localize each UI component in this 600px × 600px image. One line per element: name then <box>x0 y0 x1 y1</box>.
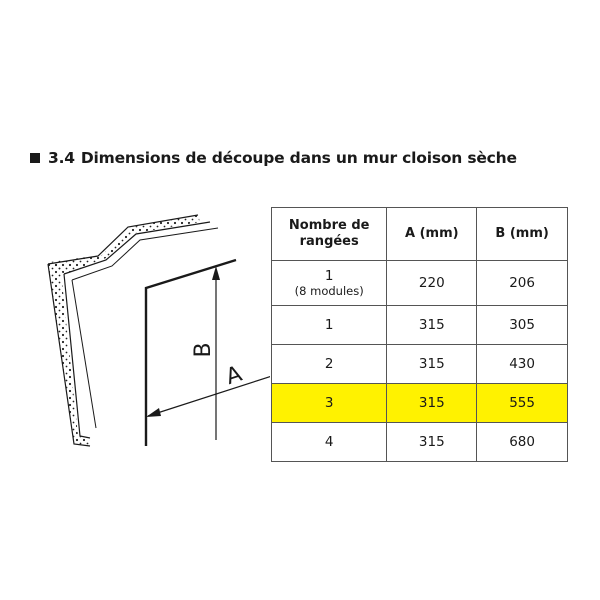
cell-b-value: 430 <box>477 345 568 384</box>
cell-rows-count: 4 <box>272 423 387 462</box>
section-title: Dimensions de découpe dans un mur cloison sèche <box>80 149 517 167</box>
cell-a-value: 315 <box>387 306 477 345</box>
table-row <box>272 261 568 306</box>
cell-a-value: 220 <box>387 261 477 306</box>
header-rows-count: Nombre de rangées <box>272 208 387 261</box>
cell-a-value: 315 <box>387 423 477 462</box>
cell-b-value: 555 <box>477 384 568 423</box>
rows-count-note: (8 modules) <box>294 284 364 298</box>
table-row <box>272 423 568 462</box>
dimension-a-line <box>148 376 270 416</box>
header-b-mm: B (mm) <box>477 208 568 261</box>
wall-cutout-diagram <box>40 200 270 460</box>
dimensions-table <box>271 207 568 462</box>
bullet-square-icon <box>30 153 40 163</box>
table-row <box>272 306 568 345</box>
dimension-b-label: B <box>191 342 216 358</box>
cell-rows-count: 2 <box>272 345 387 384</box>
wall-edge-back <box>72 280 96 428</box>
table-header-row <box>272 208 568 261</box>
cell-rows-count: 1 <box>272 306 387 345</box>
section-heading <box>30 146 517 170</box>
cell-rows-count: 3 <box>272 384 387 423</box>
table-row <box>272 345 568 384</box>
header-a-mm: A (mm) <box>387 208 477 261</box>
rows-count-value: 1 <box>324 268 334 284</box>
dimension-a-arrowhead <box>146 408 161 417</box>
cell-b-value: 206 <box>477 261 568 306</box>
cell-a-value: 315 <box>387 345 477 384</box>
cell-a-value: 315 <box>387 384 477 423</box>
table-row-highlighted <box>272 384 568 423</box>
cell-b-value: 680 <box>477 423 568 462</box>
dimension-a-label: A <box>222 361 246 391</box>
wall-board-top <box>50 215 200 274</box>
cell-rows-count <box>272 261 387 306</box>
cell-b-value: 305 <box>477 306 568 345</box>
section-number: 3.4 <box>48 149 75 167</box>
